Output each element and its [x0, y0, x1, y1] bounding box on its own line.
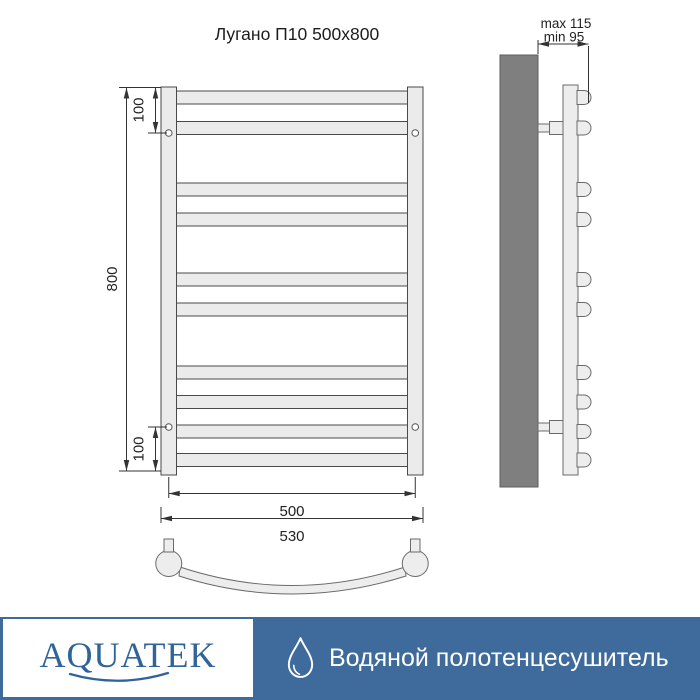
towel-bar [177, 425, 408, 438]
bracket-collar [550, 421, 564, 434]
right-post [408, 87, 424, 475]
mounting-hole [412, 424, 419, 431]
side-rail [563, 85, 578, 475]
dim-label-height: 800 [104, 266, 121, 292]
connector-stub [411, 539, 421, 552]
bar-end-cap [577, 183, 591, 197]
dimension-height-800 [104, 88, 161, 472]
side-view [500, 55, 591, 487]
bar-end-cap [577, 213, 591, 227]
bar-end-cap [577, 425, 591, 439]
bar-end-cap [577, 121, 591, 135]
brand-footer [0, 617, 700, 700]
water-drop-icon [284, 636, 317, 681]
towel-bar [177, 303, 408, 316]
brand-logo: AQUATEK [39, 635, 217, 675]
towel-bar [177, 183, 408, 196]
dim-label-width-centers: 500 [279, 503, 305, 520]
towel-bar [177, 122, 408, 135]
dim-label-bottom-offset: 100 [130, 436, 148, 462]
top-view [156, 539, 429, 594]
connector-stub [164, 539, 174, 552]
bar-end-cap [577, 366, 591, 380]
logo-wave-icon [67, 670, 171, 687]
wall [500, 55, 538, 487]
mounting-hole [412, 130, 419, 137]
bracket-rod [538, 124, 550, 132]
curved-bar [179, 567, 406, 594]
dimension-width-500 [169, 477, 416, 520]
towel-bar [177, 213, 408, 226]
end-fitting [402, 551, 428, 577]
product-type-banner [253, 617, 700, 700]
front-view [161, 87, 423, 475]
product-type-label: Водяной полотенцесушитель [329, 644, 669, 672]
towel-bar [177, 396, 408, 409]
bracket-rod [538, 423, 550, 431]
bar-end-cap [577, 303, 591, 317]
end-fitting [156, 551, 182, 577]
left-post [161, 87, 177, 475]
dim-label-depth-max: max 115 [540, 16, 592, 31]
dim-label-depth-min: min 95 [543, 29, 585, 45]
bracket-collar [550, 122, 564, 135]
dim-label-width-overall: 530 [279, 528, 305, 545]
bar-end-cap [577, 395, 591, 409]
towel-bar [177, 91, 408, 104]
towel-bar [177, 273, 408, 286]
bar-end-cap [577, 453, 591, 467]
bar-end-cap [577, 273, 591, 287]
towel-bar [177, 454, 408, 467]
drawing-title: Лугано П10 500x800 [214, 24, 380, 44]
towel-bar [177, 366, 408, 379]
dim-label-top-offset: 100 [130, 97, 148, 123]
brand-logo-box [3, 619, 253, 697]
